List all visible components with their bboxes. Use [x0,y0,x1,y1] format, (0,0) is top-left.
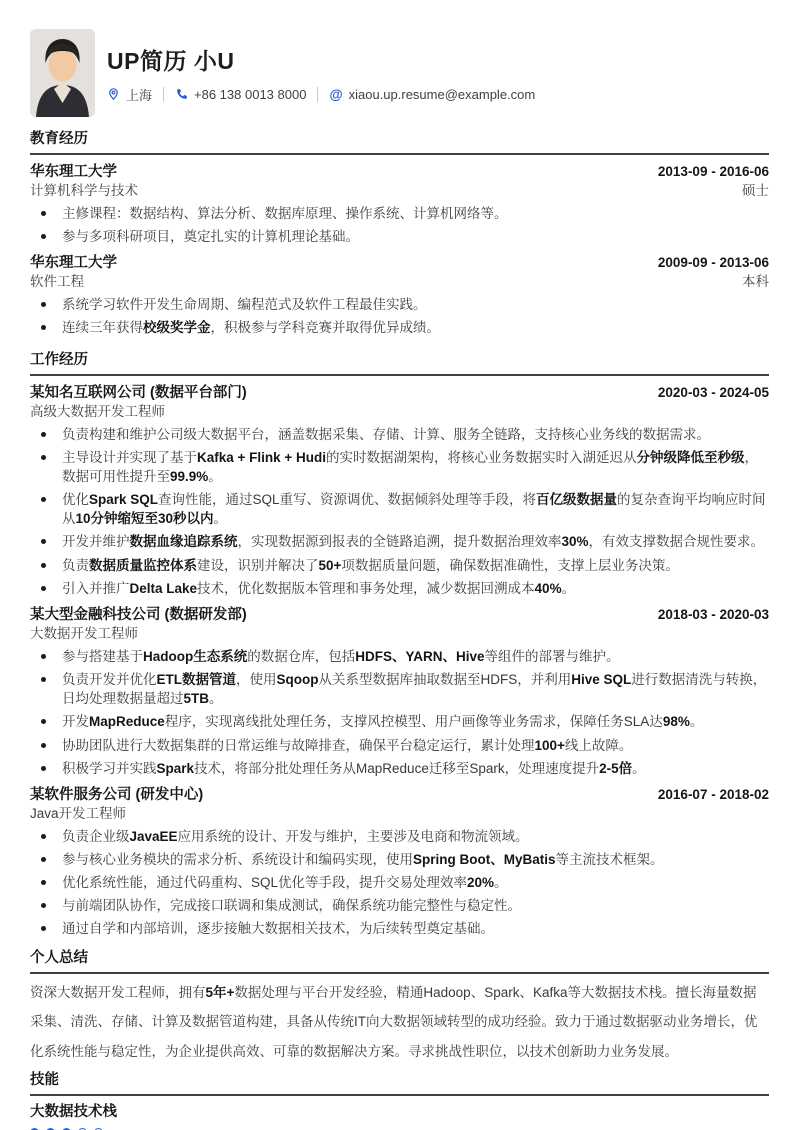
work-entries [30,385,769,939]
section-title-summary: 个人总结 [30,951,769,974]
bullet-item [30,827,769,846]
highlighted-text: 数据质量监控体系 [89,557,197,573]
highlighted-text: Delta Lake [129,580,198,596]
highlighted-text: Kafka + Flink + Hudi [197,449,327,465]
plain-text: 负责企业级 [62,828,130,844]
plain-text: 数据处理与平台开发经验，精通Hadoop、Spark、Kafka等大数据技术栈。擅长海量数据采集、清洗、存储、计算及数据管道构建，具备从传统IT向大数据领域转型的成功经验。致力于通过数据驱动业务增长，优化系统性能与稳定性，为企业提供高效、可靠的数据解决方案。寻求挑战性职位，以技术创新助力业务发展。 [30,984,758,1059]
entry-subrow [30,404,769,420]
plain-text: 等主流技术框架。 [555,851,664,867]
bullet-list [30,295,769,337]
company-name: 某知名互联网公司 (数据平台部门) [30,384,247,401]
phone-icon [175,88,188,101]
section-title-education: 教育经历 [30,132,769,155]
bullet-item [30,448,769,486]
entry-date: 2009-09 - 2013-06 [657,255,769,271]
highlighted-text: ETL数据管道 [156,672,236,688]
plain-text: 等组件的部署与维护。 [484,648,620,664]
plain-text: 查询性能，通过SQL重写、资源调优、数据倾斜处理等手段，将 [158,492,537,508]
highlighted-text: JavaEE [129,828,178,844]
company-name: 某大型金融科技公司 (数据研发部) [30,606,247,623]
plain-text: ，实现数据源到报表的全链路追溯，提升数据治理效率 [237,534,562,550]
entry-header [30,385,769,402]
plain-text: 优化 [62,492,89,508]
location-pin-icon [107,87,120,101]
plain-text: 协助团队进行大数据集群的日常运维与故障排查，确保平台稳定运行，累计处理 [62,737,535,753]
plain-text: ，有效支撑数据合规性要求。 [588,534,765,550]
profile-photo [30,29,95,117]
plain-text: 程序，实现离线批处理任务，支撑风控模型、用户画像等业务需求，保障任务SLA达 [164,714,663,730]
plain-text: ，数据可用性提升至 [62,449,759,484]
entry-date: 2018-03 - 2020-03 [657,606,769,622]
plain-text: ，积极参与学科竞赛并取得优异成绩。 [210,320,440,336]
bullet-list [30,647,769,778]
plain-text: 积极学习并实践 [62,760,157,776]
plain-text: 项数据质量问题，确保数据准确性，支撑上层业务决策。 [341,557,679,573]
bullet-item [30,425,769,444]
entry-subrow [30,183,769,199]
job-title: 大数据开发工程师 [30,625,138,641]
highlighted-text: MapReduce [89,714,165,730]
bullet-item [30,712,769,731]
highlighted-text: Hadoop生态系统 [143,648,248,664]
bullet-item [30,556,769,575]
entry-subrow [30,274,769,290]
plain-text: 。 [689,714,704,730]
bullet-item [30,532,769,551]
contact-item [329,87,535,102]
plain-text: 开发并维护 [62,534,130,550]
contact-item [175,87,306,102]
contact-divider [163,87,164,102]
plain-text: 应用系统的设计、开发与维护，主要涉及电商和物流领域。 [177,828,529,844]
highlighted-text: 98% [662,714,690,730]
major-name: 计算机科学与技术 [30,183,138,198]
plain-text: 负责 [62,557,89,573]
plain-text: 线上故障。 [564,737,633,753]
highlighted-text: 50+ [318,557,342,573]
bullet-item [30,647,769,666]
school-name: 华东理工大学 [30,255,117,272]
plain-text: 。 [494,875,508,891]
contact-row [107,85,535,104]
plain-text: 技术，将部分批处理任务从MapReduce迁移至Spark，处理速度提升 [194,760,600,776]
plain-text: 负责开发并优化 [62,672,157,688]
work-entry [30,607,769,778]
plain-text: 系统学习软件开发生命周期、编程范式及软件工程最佳实践。 [62,297,427,313]
highlighted-text: Spark [156,760,195,776]
plain-text: 从关系型数据库抽取数据至HDFS，并利用 [318,672,572,688]
bullet-item [30,204,769,223]
education-entry [30,255,769,337]
highlighted-text: 分钟级降低至秒级 [636,449,745,465]
plain-text: 。 [632,760,646,776]
bullet-item [30,919,769,938]
bullet-item [30,736,769,755]
entry-date: 2020-03 - 2024-05 [657,384,769,400]
highlighted-text: 百亿级数据量 [536,492,618,508]
highlighted-text: 10分钟缩短至30秒以内 [75,511,214,527]
bullet-item [30,318,769,337]
highlighted-text: 40% [534,580,562,596]
degree-label: 硕士 [742,183,769,198]
bullet-item [30,295,769,314]
highlighted-text: 数据血缘追踪系统 [129,534,238,550]
plain-text: 参与多项科研项目，奠定扎实的计算机理论基础。 [62,229,359,245]
contact-text: xiaou.up.resume@example.com [348,86,536,102]
highlighted-text: 100+ [534,737,565,753]
plain-text: 。 [208,468,222,484]
plain-text: 技术，优化数据版本管理和事务处理，减少数据回溯成本 [197,580,535,596]
bullet-item [30,759,769,778]
plain-text: 与前端团队协作，完成接口联调和集成测试，确保系统功能完整性与稳定性。 [62,898,521,914]
skill-item [30,1104,769,1130]
bullet-list [30,425,769,598]
highlighted-text: 校级奖学金 [143,320,211,336]
plain-text: 。 [209,691,223,707]
major-name: 软件工程 [30,274,84,290]
entry-header [30,164,769,181]
education-entries [30,164,769,338]
plain-text: 的复杂查询平均响应时间从 [62,492,766,527]
highlighted-text: 99.9% [170,468,209,484]
skills-list [30,1104,769,1130]
highlighted-text: 20% [467,875,495,891]
highlighted-text: HDFS、YARN、Hive [355,648,485,664]
highlighted-text: 5年+ [205,984,235,1000]
job-title: Java开发工程师 [30,805,127,821]
school-name: 华东理工大学 [30,164,117,180]
plain-text: 通过自学和内部培训，逐步接触大数据相关技术，为后续转型奠定基础。 [62,921,494,937]
highlighted-text: Spring Boot、MyBatis [413,851,556,867]
plain-text: 负责构建和维护公司级大数据平台，涵盖数据采集、存储、计算、服务全链路，支持核心业务线的数据需求。 [62,426,710,442]
contact-divider [317,87,318,102]
entry-subrow [30,806,769,822]
plain-text: 建设，识别并解决了 [197,557,319,573]
plain-text: 。 [561,580,576,596]
entry-date: 2016-07 - 2018-02 [657,786,769,802]
plain-text: 的数据仓库，包括 [247,648,356,664]
resume-header [30,0,769,117]
entry-date: 2013-09 - 2016-06 [657,164,769,179]
company-name: 某软件服务公司 (研发中心) [30,786,204,803]
section-title-skills: 技能 [30,1073,769,1096]
at-sign-icon: @ [329,86,343,102]
entry-subrow [30,626,769,642]
entry-header [30,607,769,624]
plain-text: 优化系统性能，通过代码重构、SQL优化等手段，提升交易处理效率 [62,875,468,891]
plain-text: ，使用 [236,672,277,688]
entry-header [30,255,769,272]
plain-text: 主修课程：数据结构、算法分析、数据库原理、操作系统、计算机网络等。 [62,206,508,221]
skills-section [30,1073,769,1130]
contact-text: 上海 [126,87,153,103]
bullet-list [30,827,769,939]
plain-text: 参与核心业务模块的需求分析、系统设计和编码实现，使用 [62,851,413,867]
entry-header [30,787,769,804]
job-title: 高级大数据开发工程师 [30,403,165,419]
bullet-item [30,579,769,598]
degree-label: 本科 [742,274,769,290]
highlighted-text: 2-5倍 [599,760,633,776]
work-section [30,353,769,939]
contact-text: +86 138 0013 8000 [194,86,307,102]
skill-name: 大数据技术栈 [30,1103,117,1120]
bullet-item [30,227,769,246]
highlighted-text: 5TB [183,691,210,707]
plain-text: 的实时数据湖架构，将核心业务数据实时入湖延迟从 [326,449,637,465]
plain-text: 主导设计并实现了基于 [62,449,197,465]
highlighted-text: Hive SQL [571,672,632,688]
plain-text: 引入并推广 [62,580,130,596]
bullet-item [30,873,769,892]
plain-text: 连续三年获得 [62,320,143,336]
contact-item [107,85,152,104]
plain-text: 开发 [62,714,89,730]
plain-text: 。 [213,511,228,527]
summary-text [30,978,769,1067]
highlighted-text: Spark SQL [89,492,159,508]
profile-photo-placeholder [30,29,95,117]
bullet-item [30,896,769,915]
bullet-item [30,670,769,708]
education-section [30,132,769,338]
candidate-name: UP简历 小U [107,47,235,74]
summary-section [30,951,769,1067]
section-title-work: 工作经历 [30,353,769,376]
highlighted-text: 30% [561,534,589,550]
bullet-list [30,204,769,246]
work-entry [30,787,769,939]
bullet-item [30,490,769,528]
plain-text: 资深大数据开发工程师，拥有 [30,984,206,1000]
plain-text: 进行数据清洗与转换，日均处理数据量超过 [62,672,767,707]
bullet-item [30,850,769,869]
header-info [107,43,535,104]
plain-text: 参与搭建基于 [62,648,143,664]
education-entry [30,164,769,246]
work-entry [30,385,769,598]
highlighted-text: Sqoop [276,672,319,688]
